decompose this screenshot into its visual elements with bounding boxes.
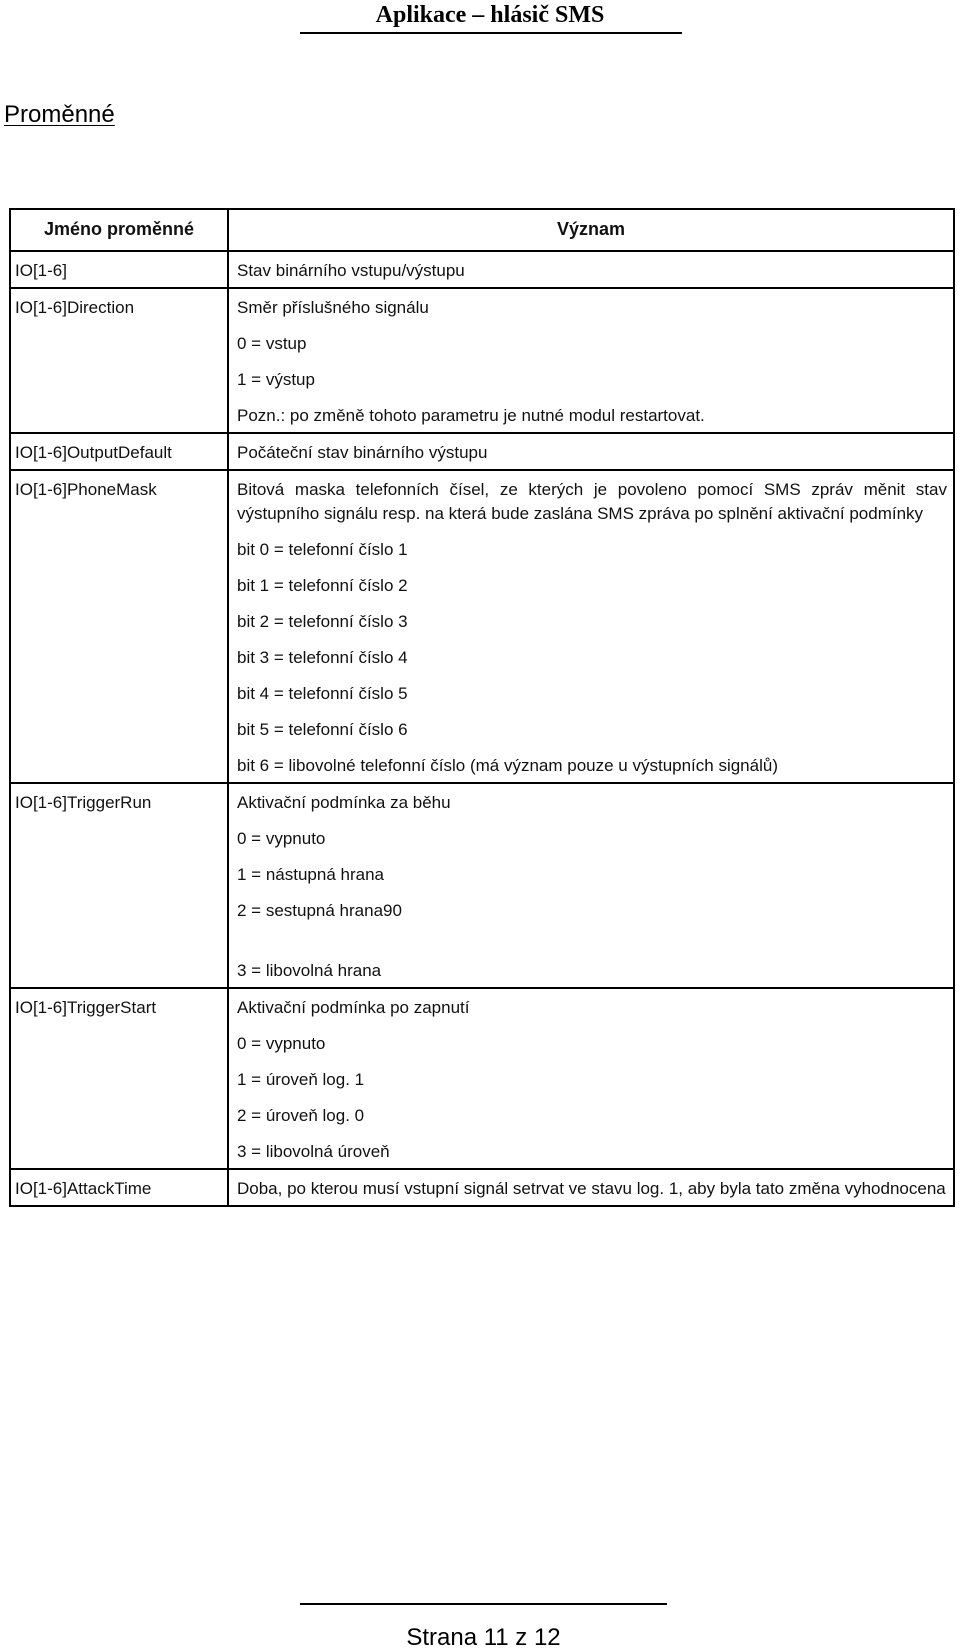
- meaning-line: 2 = úroveň log. 0: [237, 1106, 365, 1125]
- meaning-line: 0 = vstup: [237, 334, 307, 353]
- table-row: [10, 288, 954, 433]
- table-header-row: [10, 209, 954, 251]
- meaning-line: Aktivační podmínka za běhu: [237, 793, 451, 812]
- meaning-paragraph: Doba, po kterou musí vstupní signál setrvat ve stavu log. 1, aby byla tato změna vyhodnocena: [237, 1179, 946, 1198]
- variable-name: IO[1-6]PhoneMask: [10, 470, 228, 783]
- variable-name: IO[1-6]TriggerRun: [10, 783, 228, 988]
- variable-meaning: [228, 988, 954, 1169]
- meaning-line: bit 3 = telefonní číslo 4: [237, 648, 408, 667]
- table-row: [10, 783, 954, 988]
- meaning-paragraph: Bitová maska telefonních čísel, ze kterých je povoleno pomocí SMS zpráv měnit stav výstupního signálu resp. na která bude zaslána SMS zpráva po splnění aktivační podmínky: [237, 480, 947, 523]
- variables-table: [9, 208, 955, 1207]
- meaning-line: bit 0 = telefonní číslo 1: [237, 540, 408, 559]
- meaning-line: 3 = libovolná úroveň: [237, 1142, 390, 1161]
- column-header-meaning: Význam: [228, 209, 954, 251]
- header-rule: [300, 32, 682, 34]
- meaning-line: 1 = výstup: [237, 370, 315, 389]
- variable-name: IO[1-6]TriggerStart: [10, 988, 228, 1169]
- meaning-line: 0 = vypnuto: [237, 1034, 326, 1053]
- variable-meaning: [228, 1169, 954, 1206]
- meaning-line: 0 = vypnuto: [237, 829, 326, 848]
- variable-meaning: [228, 470, 954, 783]
- meaning-line: Pozn.: po změně tohoto parametru je nutné modul restartovat.: [237, 406, 705, 425]
- column-header-name: Jméno proměnné: [10, 209, 228, 251]
- footer-rule: [300, 1603, 667, 1605]
- section-title: Proměnné: [4, 101, 115, 128]
- variable-name: IO[1-6]OutputDefault: [10, 433, 228, 470]
- variable-name: IO[1-6]AttackTime: [10, 1169, 228, 1206]
- meaning-line: bit 6 = libovolné telefonní číslo (má význam pouze u výstupních signálů): [237, 756, 778, 775]
- variable-meaning: [228, 433, 954, 470]
- page-number: Strana 11 z 12: [406, 1624, 561, 1651]
- meaning-line: Počáteční stav binárního výstupu: [237, 443, 488, 462]
- meaning-line: Směr příslušného signálu: [237, 298, 429, 317]
- table-row: [10, 988, 954, 1169]
- meaning-line: Stav binárního vstupu/výstupu: [237, 261, 465, 280]
- meaning-line: bit 2 = telefonní číslo 3: [237, 612, 408, 631]
- meaning-line: bit 1 = telefonní číslo 2: [237, 576, 408, 595]
- variable-meaning: [228, 783, 954, 988]
- meaning-line: bit 5 = telefonní číslo 6: [237, 720, 408, 739]
- table-row: [10, 1169, 954, 1206]
- table-row: [10, 251, 954, 288]
- meaning-line: 1 = nástupná hrana: [237, 865, 384, 884]
- table-row: [10, 433, 954, 470]
- meaning-line: 2 = sestupná hrana90: [237, 901, 402, 920]
- meaning-line: bit 4 = telefonní číslo 5: [237, 684, 408, 703]
- variable-name: IO[1-6]: [10, 251, 228, 288]
- meaning-line: Aktivační podmínka po zapnutí: [237, 998, 470, 1017]
- variable-meaning: [228, 288, 954, 433]
- variable-meaning: [228, 251, 954, 288]
- variable-name: IO[1-6]Direction: [10, 288, 228, 433]
- table-row: [10, 470, 954, 783]
- meaning-line: 3 = libovolná hrana: [237, 961, 382, 980]
- page-header-title: Aplikace – hlásič SMS: [375, 2, 605, 28]
- meaning-line: 1 = úroveň log. 1: [237, 1070, 365, 1089]
